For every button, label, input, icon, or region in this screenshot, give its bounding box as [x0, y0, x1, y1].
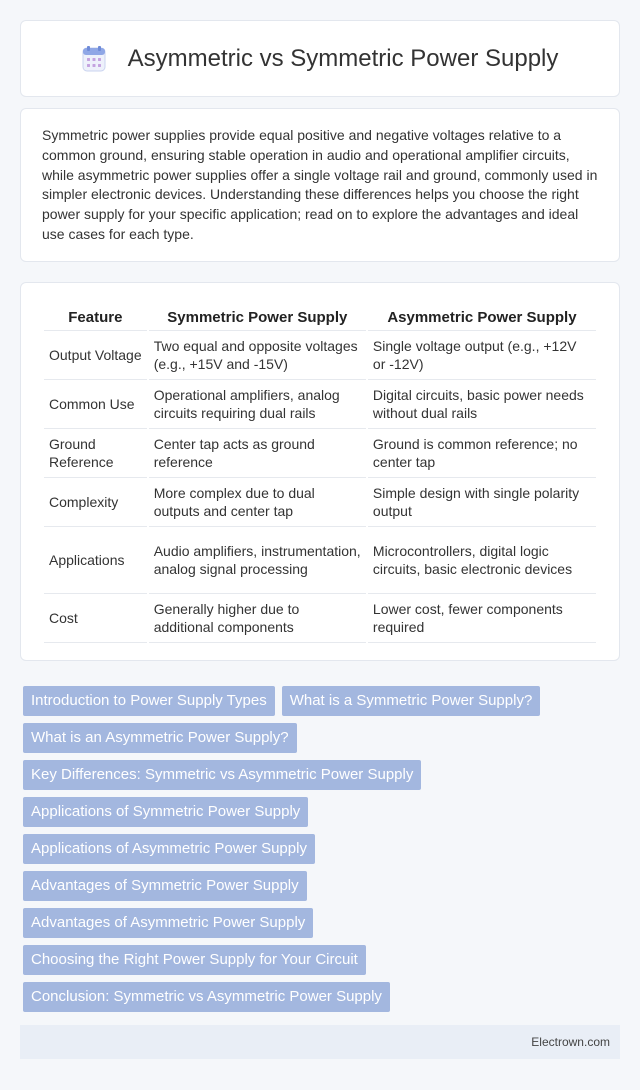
- table-cell-feature: Common Use: [44, 380, 147, 429]
- footer-site-name[interactable]: Electrown.com: [531, 1035, 610, 1049]
- table-row: [44, 478, 596, 527]
- table-cell-feature: Output Voltage: [44, 331, 147, 380]
- table-cell-asymmetric: Single voltage output (e.g., +12V or -12V): [368, 331, 596, 380]
- link-row: [23, 834, 623, 864]
- table-cell-asymmetric: Lower cost, fewer components required: [368, 594, 596, 643]
- table-cell-feature: Cost: [44, 594, 147, 643]
- link-row: [23, 686, 623, 716]
- column-header-asymmetric: Asymmetric Power Supply: [368, 305, 596, 331]
- table-cell-asymmetric: Simple design with single polarity output: [368, 478, 596, 527]
- intro-paragraph: Symmetric power supplies provide equal positive and negative voltages relative to a common ground, ensuring stable operation in audio and operational amplifier circuits, while asymmetric power supplies offer a single voltage rail and ground, commonly used in simpler electronic devices. Understanding these differences helps you choose the right power supply for your specific application; read on to explore the advantages and ideal use cases for each type.: [42, 127, 598, 242]
- footer: [20, 1025, 620, 1059]
- table-cell-asymmetric: Digital circuits, basic power needs without dual rails: [368, 380, 596, 429]
- topic-link-applications-symmetric[interactable]: Applications of Symmetric Power Supply: [23, 797, 308, 827]
- title-card: [20, 20, 620, 97]
- table-row: [44, 527, 596, 594]
- topic-link-choosing[interactable]: Choosing the Right Power Supply for Your Circuit: [23, 945, 366, 975]
- page-title: Asymmetric vs Symmetric Power Supply: [127, 44, 559, 72]
- link-row: [23, 908, 623, 938]
- link-row: [23, 945, 623, 975]
- table-cell-symmetric: More complex due to dual outputs and center tap: [149, 478, 366, 527]
- table-cell-symmetric: Center tap acts as ground reference: [149, 429, 366, 478]
- column-header-feature: Feature: [44, 305, 147, 331]
- table-cell-symmetric: Audio amplifiers, instrumentation, analog signal processing: [149, 527, 366, 594]
- table-row: [44, 594, 596, 643]
- comparison-table: [42, 305, 598, 643]
- intro-card: [20, 108, 620, 262]
- link-row: [23, 982, 623, 1012]
- table-cell-symmetric: Operational amplifiers, analog circuits requiring dual rails: [149, 380, 366, 429]
- topic-link-advantages-asymmetric[interactable]: Advantages of Asymmetric Power Supply: [23, 908, 313, 938]
- table-cell-feature: Complexity: [44, 478, 147, 527]
- topic-link-what-is-asymmetric[interactable]: What is an Asymmetric Power Supply?: [23, 723, 297, 753]
- table-cell-asymmetric: Ground is common reference; no center tap: [368, 429, 596, 478]
- topic-link-key-differences[interactable]: Key Differences: Symmetric vs Asymmetric Power Supply: [23, 760, 421, 790]
- comparison-table-card: [20, 282, 620, 661]
- table-cell-feature: Ground Reference: [44, 429, 147, 478]
- column-header-symmetric: Symmetric Power Supply: [149, 305, 366, 331]
- table-row: [44, 380, 596, 429]
- table-row: [44, 331, 596, 380]
- link-row: [23, 760, 623, 790]
- topic-link-conclusion[interactable]: Conclusion: Symmetric vs Asymmetric Power Supply: [23, 982, 390, 1012]
- link-row: [23, 871, 623, 901]
- table-cell-symmetric: Generally higher due to additional components: [149, 594, 366, 643]
- link-row: [23, 797, 623, 827]
- topic-link-introduction[interactable]: Introduction to Power Supply Types: [23, 686, 275, 716]
- table-cell-symmetric: Two equal and opposite voltages (e.g., +15V and -15V): [149, 331, 366, 380]
- topic-link-what-is-symmetric[interactable]: What is a Symmetric Power Supply?: [282, 686, 541, 716]
- table-header-row: [44, 305, 596, 331]
- table-cell-feature: Applications: [44, 527, 147, 594]
- topic-link-advantages-symmetric[interactable]: Advantages of Symmetric Power Supply: [23, 871, 307, 901]
- topic-links: [23, 686, 623, 1019]
- table-row: [44, 429, 596, 478]
- link-row: [23, 723, 623, 753]
- calendar-icon: [82, 46, 106, 72]
- table-cell-asymmetric: Microcontrollers, digital logic circuits, basic electronic devices: [368, 527, 596, 594]
- topic-link-applications-asymmetric[interactable]: Applications of Asymmetric Power Supply: [23, 834, 315, 864]
